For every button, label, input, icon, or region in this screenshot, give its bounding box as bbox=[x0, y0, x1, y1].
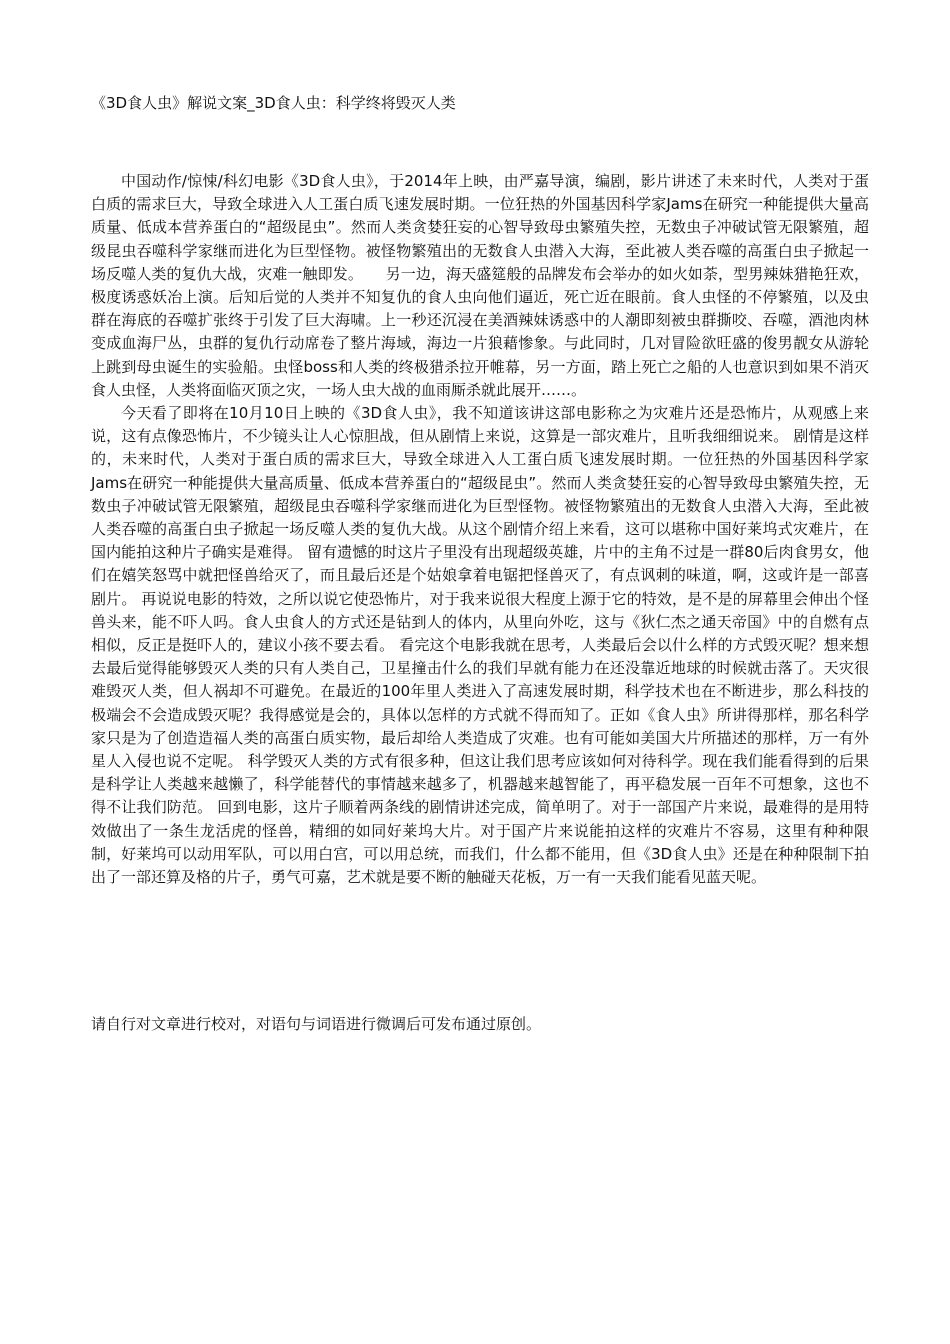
document-title: 《3D食人虫》解说文案_3D食人虫：科学终将毁灭人类 bbox=[91, 94, 456, 112]
document-footer-note: 请自行对文章进行校对，对语句与词语进行微调后可发布通过原创。 bbox=[91, 1015, 542, 1033]
body-paragraph-synopsis: 中国动作/惊悚/科幻电影《3D食人虫》，于2014年上映，由严嘉导演，编剧，影片讲述了未来时代，人类对于蛋白质的需求巨大，导致全球进入人工蛋白质飞速发展时期。一位狂热的外国基因科学家Jams在研究一种能提供大量高质量、低成本营养蛋白的“超级昆虫”。然而人类贪婪狂妄的心智导致母虫繁殖失控，无数虫子冲破试管无限繁殖，超级昆虫吞噬科学家继而进化为巨型怪物。被怪物繁殖出的无数食人虫潜入大海，至此被人类吞噬的高蛋白虫子掀起一场反噬人类的复仇大战，灾难一触即发。 另一边，海天盛筵般的品牌发布会举办的如火如荼，型男辣妹猎艳狂欢，极度诱惑妖冶上演。后知后觉的人类并不知复仇的食人虫向他们逼近，死亡近在眼前。食人虫怪的不停繁殖，以及虫群在海底的吞噬扩张终于引发了巨大海啸。上一秒还沉浸在美酒辣妹诱惑中的人潮即刻被虫群撕咬、吞噬，酒池肉林变成血海尸丛，虫群的复仇行动席卷了整片海域，海边一片狼藉惨象。与此同时，几对冒险欲旺盛的俊男靓女从游轮上跳到母虫诞生的实验船。虫怪boss和人类的终极猎杀拉开帷幕，另一方面，踏上死亡之船的人也意识到如果不消灭食人虫怪，人类将面临灭顶之灾，一场人虫大战的血雨厮杀就此展开……。 bbox=[91, 172, 869, 399]
document-body bbox=[91, 170, 869, 889]
body-paragraph-review: 今天看了即将在10月10日上映的《3D食人虫》，我不知道该讲这部电影称之为灾难片还是恐怖片，从观感上来说，这有点像恐怖片，不少镜头让人心惊胆战，但从剧情上来说，这算是一部灾难片，且听我细细说来。 剧情是这样的，未来时代，人类对于蛋白质的需求巨大，导致全球进入人工蛋白质飞速发展时期。一位狂热的外国基因科学家Jams在研究一种能提供大量高质量、低成本营养蛋白的“超级昆虫”。然而人类贪婪狂妄的心智导致母虫繁殖失控，无数虫子冲破试管无限繁殖，超级昆虫吞噬科学家继而进化为巨型怪物。被怪物繁殖出的无数食人虫潜入大海，至此被人类吞噬的高蛋白虫子掀起一场反噬人类的复仇大战。从这个剧情介绍上来看，这可以堪称中国好莱坞式灾难片，在国内能拍这种片子确实是难得。 留有遗憾的时这片子里没有出现超级英雄，片中的主角不过是一群80后肉食男女，他们在嬉笑怒骂中就把怪兽给灭了，而且最后还是个姑娘拿着电锯把怪兽灭了，有点讽刺的味道，啊，这或许是一部喜剧片。 再说说电影的特效，之所以说它使恐怖片，对于我来说很大程度上源于它的特效，是不是的屏幕里会伸出个怪兽头来，能不吓人吗。食人虫食人的方式还是钻到人的体内，从里向外吃，这与《狄仁杰之通天帝国》中的自燃有点相似，反正是挺吓人的，建议小孩不要去看。 看完这个电影我就在思考，人类最后会以什么样的方式毁灭呢？想来想去最后觉得能够毁灭人类的只有人类自己，卫星撞击什么的我们早就有能力在还没靠近地球的时候就击落了。天灾很难毁灭人类，但人祸却不可避免。在最近的100年里人类进入了高速发展时期，科学技术也在不断进步，那么科技的极端会不会造成毁灭呢？我得感觉是会的，具体以怎样的方式就不得而知了。正如《食人虫》所讲得那样，那名科学家只是为了创造造福人类的高蛋白质实物，最后却给人类造成了灾难。也有可能如美国大片所描述的那样，万一有外星人入侵也说不定呢。 科学毁灭人类的方式有很多种，但这让我们思考应该如何对待科学。现在我们能看得到的后果是科学让人类越来越懒了，科学能替代的事情越来越多了，机器越来越智能了，再平稳发展一百年不可想象，这也不得不让我们防范。 回到电影，这片子顺着两条线的剧情讲述完成，简单明了。对于一部国产片来说，最难得的是用特效做出了一条生龙活虎的怪兽，精细的如同好莱坞大片。对于国产片来说能拍这样的灾难片不容易，这里有种种限制，好莱坞可以动用军队，可以用白宫，可以用总统，而我们，什么都不能用，但《3D食人虫》还是在种种限制下拍出了一部还算及格的片子，勇气可嘉，艺术就是要不断的触碰天花板，万一有一天我们能看见蓝天呢。 bbox=[91, 404, 869, 887]
